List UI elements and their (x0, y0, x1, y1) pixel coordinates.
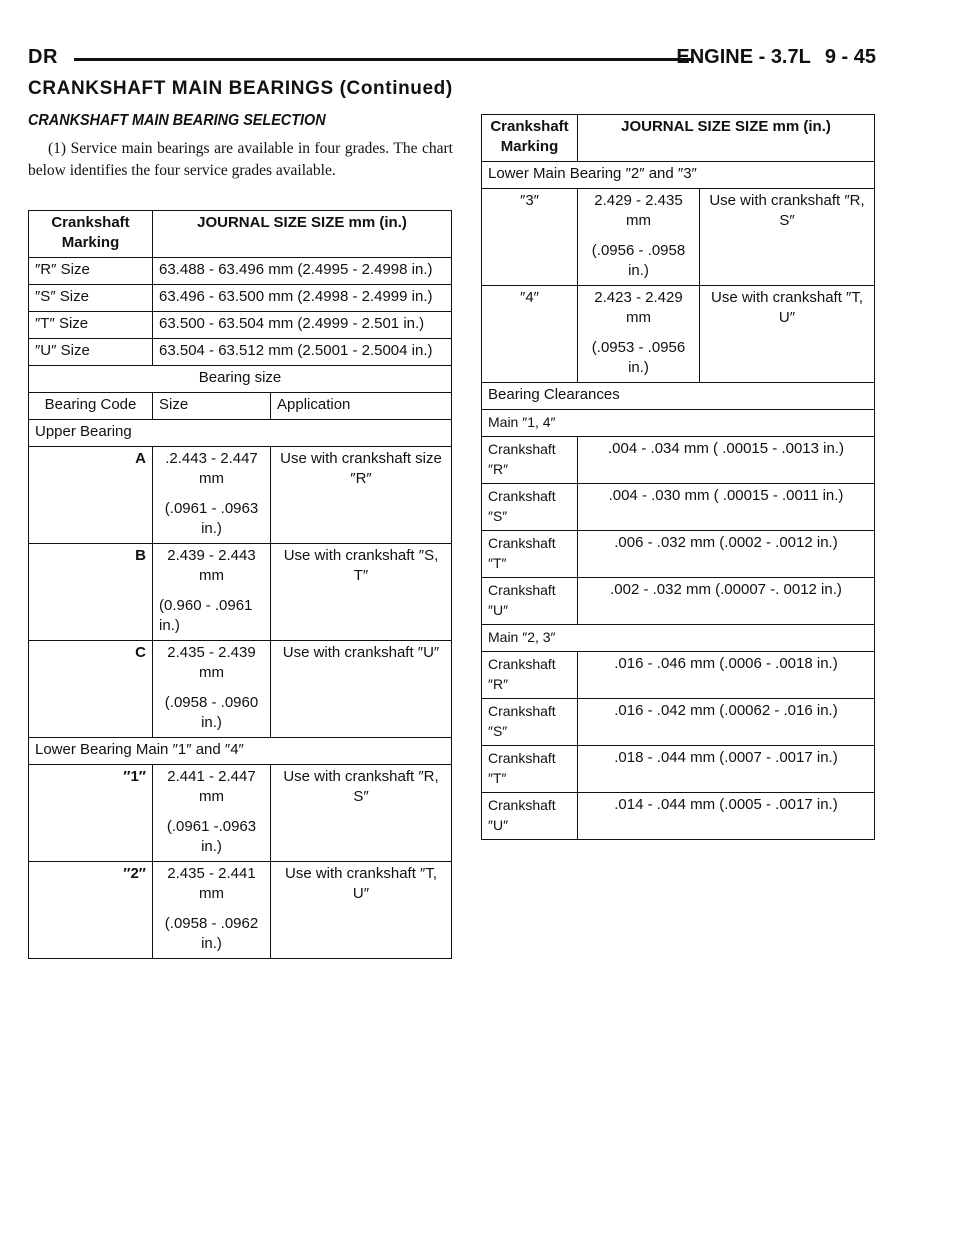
header-rule (74, 58, 694, 61)
table-row (482, 286, 875, 383)
size-mm: 2.441 - 2.447 mm (167, 768, 256, 805)
clearance-value: .014 - .044 mm (.0005 - .0017 in.) (578, 793, 875, 840)
main-2-3-label: Main ″2, 3″ (482, 625, 875, 652)
table-row (482, 484, 875, 531)
table-row (29, 641, 452, 738)
bearing-size (578, 189, 700, 286)
size-mark: ″R″ Size (29, 258, 153, 285)
size-mm: 2.429 - 2.435 mm (594, 192, 683, 229)
size-value: 63.504 - 63.512 mm (2.5001 - 2.5004 in.) (153, 339, 452, 366)
header-section: ENGINE - 3.7L (676, 46, 811, 68)
bearing-code: ″3″ (482, 189, 578, 286)
bearing-code: ″1″ (29, 765, 153, 862)
clearance-value: .016 - .042 mm (.00062 - .016 in.) (578, 699, 875, 746)
table-row (482, 652, 875, 699)
intro-paragraph (28, 138, 453, 182)
intro-text: (1) Service main bearings are available in four grades. The chart below identifies the four service grades available. (28, 140, 453, 179)
section-title: CRANKSHAFT MAIN BEARINGS (Continued) (28, 78, 453, 99)
header-crankshaft-marking: Crankshaft Marking (29, 211, 153, 258)
crankshaft-mark: Crankshaft ″U″ (482, 578, 578, 625)
header-crankshaft-marking: Crankshaft Marking (482, 115, 578, 162)
crankshaft-mark: Crankshaft ″T″ (482, 531, 578, 578)
table-row (29, 420, 452, 447)
table-row (29, 339, 452, 366)
table-row (482, 410, 875, 437)
bearing-size (578, 286, 700, 383)
bearing-application: Use with crankshaft ″S, T″ (271, 544, 452, 641)
size-inch: (.0958 - .0960 in.) (164, 694, 259, 731)
main-1-4-label: Main ″1, 4″ (482, 410, 875, 437)
subheading: CRANKSHAFT MAIN BEARING SELECTION (28, 112, 326, 129)
size-inch: (.0961 - .0963 in.) (164, 500, 259, 537)
header-journal-size: JOURNAL SIZE SIZE mm (in.) (578, 115, 875, 162)
size-inch: (0.960 - .0961 in.) (159, 597, 253, 634)
clearance-value: .004 - .030 mm ( .00015 - .0011 in.) (578, 484, 875, 531)
table-row (482, 578, 875, 625)
col-bearing-code: Bearing Code (29, 393, 153, 420)
table-row (482, 746, 875, 793)
table-row (482, 793, 875, 840)
size-value: 63.500 - 63.504 mm (2.4999 - 2.501 in.) (153, 312, 452, 339)
table-row (29, 765, 452, 862)
table-row (29, 285, 452, 312)
bearing-size (153, 641, 271, 738)
bearing-code: A (29, 447, 153, 544)
bearing-code: ″4″ (482, 286, 578, 383)
table-row (482, 383, 875, 410)
bearing-size-label: Bearing size (29, 366, 452, 393)
size-mm: 2.423 - 2.429 mm (594, 289, 683, 326)
size-mark: ″U″ Size (29, 339, 153, 366)
size-mark: ″T″ Size (29, 312, 153, 339)
bearing-application: Use with crankshaft size ″R″ (271, 447, 452, 544)
table-row (29, 393, 452, 420)
journal-size-table-left (28, 210, 452, 959)
size-inch: (.0956 - .0958 in.) (591, 242, 686, 279)
table-row (482, 531, 875, 578)
lower-bearing-label: Lower Bearing Main ″1″ and ″4″ (29, 738, 452, 765)
table-row (482, 699, 875, 746)
table-row (29, 862, 452, 959)
crankshaft-mark: Crankshaft ″T″ (482, 746, 578, 793)
table-row (29, 544, 452, 641)
col-application: Application (271, 393, 452, 420)
size-mm: 2.439 - 2.443 mm (167, 547, 256, 584)
clearance-value: .004 - .034 mm ( .00015 - .0013 in.) (578, 437, 875, 484)
crankshaft-mark: Crankshaft ″S″ (482, 699, 578, 746)
bearing-code: C (29, 641, 153, 738)
size-mm: 2.435 - 2.439 mm (167, 644, 256, 681)
page-number: 9 - 45 (824, 46, 876, 68)
table-row (29, 738, 452, 765)
table-row (29, 312, 452, 339)
clearance-value: .002 - .032 mm (.00007 -. 0012 in.) (578, 578, 875, 625)
size-inch: (.0961 -.0963 in.) (166, 818, 257, 855)
bearing-application: Use with crankshaft ″T, U″ (271, 862, 452, 959)
size-inch: (.0953 - .0956 in.) (591, 339, 686, 376)
bearing-clearances-label: Bearing Clearances (482, 383, 875, 410)
table-row (482, 437, 875, 484)
crankshaft-mark: Crankshaft ″S″ (482, 484, 578, 531)
bearing-application: Use with crankshaft ″U″ (271, 641, 452, 738)
bearing-size (153, 862, 271, 959)
page-header (28, 46, 876, 70)
bearing-application: Use with crankshaft ″R, S″ (271, 765, 452, 862)
table-row (482, 162, 875, 189)
bearing-size (153, 544, 271, 641)
bearing-code: B (29, 544, 153, 641)
size-mm: 2.435 - 2.441 mm (167, 865, 256, 902)
clearance-value: .018 - .044 mm (.0007 - .0017 in.) (578, 746, 875, 793)
header-model: DR (28, 46, 58, 68)
table-row (29, 447, 452, 544)
table-header-row (482, 115, 875, 162)
table-row (29, 258, 452, 285)
bearing-size (153, 447, 271, 544)
table-row (29, 366, 452, 393)
lower-main-bearing-label: Lower Main Bearing ″2″ and ″3″ (482, 162, 875, 189)
size-value: 63.488 - 63.496 mm (2.4995 - 2.4998 in.) (153, 258, 452, 285)
crankshaft-mark: Crankshaft ″R″ (482, 437, 578, 484)
size-value: 63.496 - 63.500 mm (2.4998 - 2.4999 in.) (153, 285, 452, 312)
bearing-size (153, 765, 271, 862)
header-right (676, 46, 876, 69)
bearing-code: ″2″ (29, 862, 153, 959)
bearing-application: Use with crankshaft ″T, U″ (700, 286, 875, 383)
size-mm: .2.443 - 2.447 mm (165, 450, 258, 487)
clearance-value: .006 - .032 mm (.0002 - .0012 in.) (578, 531, 875, 578)
size-mark: ″S″ Size (29, 285, 153, 312)
bearing-application: Use with crankshaft ″R, S″ (700, 189, 875, 286)
upper-bearing-label: Upper Bearing (29, 420, 452, 447)
crankshaft-mark: Crankshaft ″U″ (482, 793, 578, 840)
clearance-value: .016 - .046 mm (.0006 - .0018 in.) (578, 652, 875, 699)
header-journal-size: JOURNAL SIZE SIZE mm (in.) (153, 211, 452, 258)
crankshaft-mark: Crankshaft ″R″ (482, 652, 578, 699)
size-inch: (.0958 - .0962 in.) (164, 915, 259, 952)
col-size: Size (153, 393, 271, 420)
table-header-row (29, 211, 452, 258)
table-row (482, 189, 875, 286)
table-row (482, 625, 875, 652)
journal-size-table-right (481, 114, 875, 840)
